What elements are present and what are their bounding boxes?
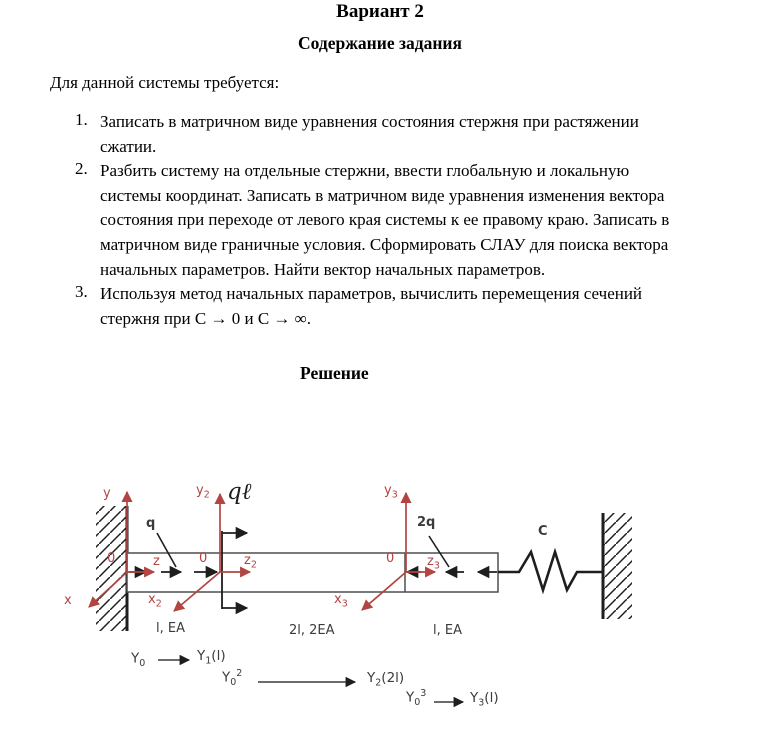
page-title: Вариант 2: [336, 1, 424, 22]
force-label-ql: qℓ: [227, 479, 252, 505]
segment-label-3: l, EA: [433, 623, 462, 638]
origin-label-1: 0: [107, 551, 116, 566]
task-item-1: [75, 110, 690, 159]
chain-to-1: $Y_1(l)$: [197, 648, 226, 667]
axis-label-x3: $x_3$: [334, 592, 348, 610]
spring-stiffness-label: C: [538, 524, 548, 539]
task-text: Разбить систему на отдельные стержни, ввести глобальную и локальную системы координат. Записать в матричном виде уравнения изменения вектора состояния при переходе от левого края системы к ее правому краю. Записать в матричном виде граничные условия. Сформировать СЛАУ для поиска вектора начальных параметров. Найти вектор начальных параметров.: [100, 161, 670, 279]
task-text: Используя метод начальных параметров, вычислить перемещения сечений стержня при С → 0 и С → ∞.: [100, 284, 643, 328]
task-item-2: [75, 159, 690, 282]
axis-label-x1: x: [64, 593, 72, 608]
spring-zigzag: [498, 552, 603, 590]
chain-from-1: $Y_0$: [131, 650, 146, 670]
task-number: 3.: [75, 282, 88, 302]
chain-from-3: $Y_0^3$: [406, 688, 427, 709]
chain-from-2: $Y_0^2$: [222, 668, 243, 689]
axis-label-y2: $y_2$: [196, 483, 210, 501]
segment-label-2: 2l, 2EA: [289, 623, 335, 638]
load-label-2q: 2q: [417, 515, 436, 530]
intro-text: Для данной системы требуется:: [50, 73, 280, 92]
right-wall: [603, 513, 632, 619]
task-item-3: [75, 282, 690, 331]
system-diagram: [0, 478, 760, 732]
task-number: 1.: [75, 110, 88, 129]
chain-to-2: $Y_2(2l)$: [367, 670, 405, 689]
load-label-q: q: [146, 516, 156, 531]
chain-to-3: $Y_3(l)$: [470, 690, 499, 709]
origin-label-2: 0: [199, 551, 208, 566]
segment-label-1: l, EA: [156, 621, 185, 636]
task-list: [75, 110, 690, 331]
section-heading: Содержание задания: [297, 33, 462, 53]
task-number: 2.: [75, 159, 88, 179]
axis-label-x2: $x_2$: [148, 592, 162, 610]
axis-label-z3: $z_3$: [427, 554, 440, 572]
rod-body: [127, 553, 498, 592]
axis-label-y1: y: [103, 486, 111, 501]
diagram-graphics: [0, 478, 760, 732]
axis-label-z2: $z_2$: [244, 553, 257, 571]
solution-heading: Решение: [300, 363, 369, 383]
task-text: Записать в матричном виде уравнения состояния стержня при растяжении сжатии.: [100, 112, 639, 156]
axis-label-y3: $y_3$: [384, 483, 398, 501]
origin-label-3: 0: [386, 551, 395, 566]
axis-label-z1: z: [153, 554, 160, 569]
left-wall: [96, 506, 127, 631]
